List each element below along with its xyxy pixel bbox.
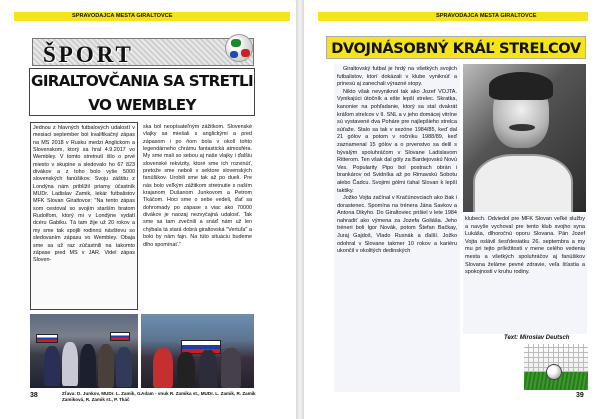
author-credit: Text: Miroslav Deutsch [504,335,570,341]
article-title: DVOJNÁSOBNÝ KRÁĽ STRELCOV [326,36,586,59]
page-gutter [296,0,304,419]
goal-ball-photo [524,344,588,390]
page-number: 39 [576,392,584,399]
photo-caption-2: Adam - vnuk R. Zamika st., MUDr. L. Zamik, R. Zamik [141,391,256,396]
running-header: SPRAVODAJCA MESTA GIRALTOVCE [436,13,537,19]
fans-photo-2 [141,314,254,388]
article-headline [29,68,255,116]
page-number: 38 [30,392,38,399]
soccer-ball-icon [225,34,253,62]
headline-line-2: VO WEMBLEY [88,96,196,114]
paragraph-1: Giraltovský futbal je hrdý na všetkých svojich futbalistov, ktorí dokázali v klube vyniknúť a prinesú aj zanechali výrazné stopy. [337,66,457,88]
player-portrait-photo [463,64,586,212]
right-page [304,0,600,419]
section-label: ŠPORT [43,42,134,67]
article-column-2: ska bol neopísateľným zážitkom. Slovenské vlajky sa miešali s anglickými a pred zápasom i po ňom bola v okolí tohto legendárneho chrámu fantastická atmosféra. My sme mali so sebou aj naše vlajky i ďalšiu slovenské rekvizity, ktoré sme ich rozvinúť, pretože sme neboli v sektore slovenských fanúšikov. Urobili sme tak až po dueli. Pre nás bolo veľkým zážitkom stretnutie s naším krajanom Dušanom Junkovom a Petrom Tkáčom. Hoci sme o sebe vedeli, ďať sa dohromady po zápase s viac ako 70000 divákov je naozaj nezvyčajná udalosť. Tak sme sa tam zvečnili a snáď nám už len chýbala tá stará dobrá giraltovská "Vertuľa" a bolo by nám fajn. Na túto situáciu budeme dlho spomínať." [143,124,252,248]
fans-photo-1 [30,314,138,388]
running-header-bar [318,12,588,21]
article-column-2: klubech. Odviedol pre MFK Slovan veľké služby a navyše vychoval pre tento klub svojho syna Lukáša, dlhoročnú oporu Slovana. Pán Jozef Vojta oslávil šesťdesiatku 26. septembra a my mu pri tejto príležitosti v mene celého vedenia mesta a všetkých spoluhráčov aj fanúšikov Slovana želáme pevné zdravie, veľa šťastia a spokojnosti v kruhu rodiny. [463,214,587,334]
running-header-bar [14,12,290,21]
running-header: SPRAVODAJCA MESTA GIRALTOVCE [72,13,173,19]
paragraph-2: Nikto však nevyniknol tak ako Jozef VOJTA. Vynikajúci útočník a ešte lepší strelec. Skratka, kanonier na pohľadanie, ktorý sa stal dvakrát kráľom strelcov v II. SNL a v jeho domácej vitríne sú vystavené dva Poháre pre najlepšieho strelca súťaže. Stalo sa tak v sezóne 1984/85, keď dal 21 gólov a potom v ročníku 1988/89, keď zaznamenal 15 gólov a o prvenstvo sa delil s bývalým spoluhráčom v Slovane Ladislavom Ritterom. Ten však dal góly za Bardejovskú Novú Ves. Popularity Pipo bol postrach obrán i brankárov od Svidníka až po Rimavskú Sobotu alebo Čadcu. Svojimi gólmi ťahal Slovan k lepší taktiky. [337,88,457,194]
photo-caption-1: Zľava: D. Junkov, MUDr. L. Zamik, G. Zamiková, R. Zamik st., P. Tkáč [62,391,142,402]
section-banner [32,38,254,66]
headline-line-1: GIRALTOVČANIA SA STRETLI [31,72,253,90]
article-column-1 [334,64,460,392]
article-column-1: Jednou z hlavných futbalových udalostí v mesiaci september bol kvalifikačný zápas na MS 2018 v Rusku medzi Anglickom a Slovenskom, ktorý sa hral 4.9.2017 vo Wembley. V tomto stretnutí išlo o prvé miesto v skupine a sledovalo ho 67 823 divákov a z toho bolo vyše 5000 slovenských fanúšikov. Svoju záštitu z Londýna nám priblížil priamy účastník MUDr. Ladislav Zamik, lekár futbalistov MFK Slovan Giraltovce: "Na tento zápas som cestoval so svojím starším bratom Rudolfom, ktorý mi v Londýne vydatí dcéru Gabiku. Tá tam žije už 20 rokov a my sme tak spojili rodinnú návštevu so sledovaním zápasu vo Wembley. Obaja sme sa už raz zúčastnili na takomto zápase pred MS v JAR. Videl zápas Sloven- [30,122,138,310]
paragraph-3: Jožko Vojta začínal v Kračúnovciach ako žiak i dorastenec. Spomína na trénera Jána Savkov a Antona Dikyho. Do Giraltoviec prišiel v lete 1984 nahradiť ako výmena za Jozefa Goliáša. Jeho tréneri boli Igor Novák, potom Štefan Bačkay, Juraj Gajdoš, Vlado Rusnák a ďalší. Jožko odohral v Slovane takmer 10 rokov a kariéru ukončil v okolitých dedinských [337,195,457,255]
left-page [0,0,296,419]
